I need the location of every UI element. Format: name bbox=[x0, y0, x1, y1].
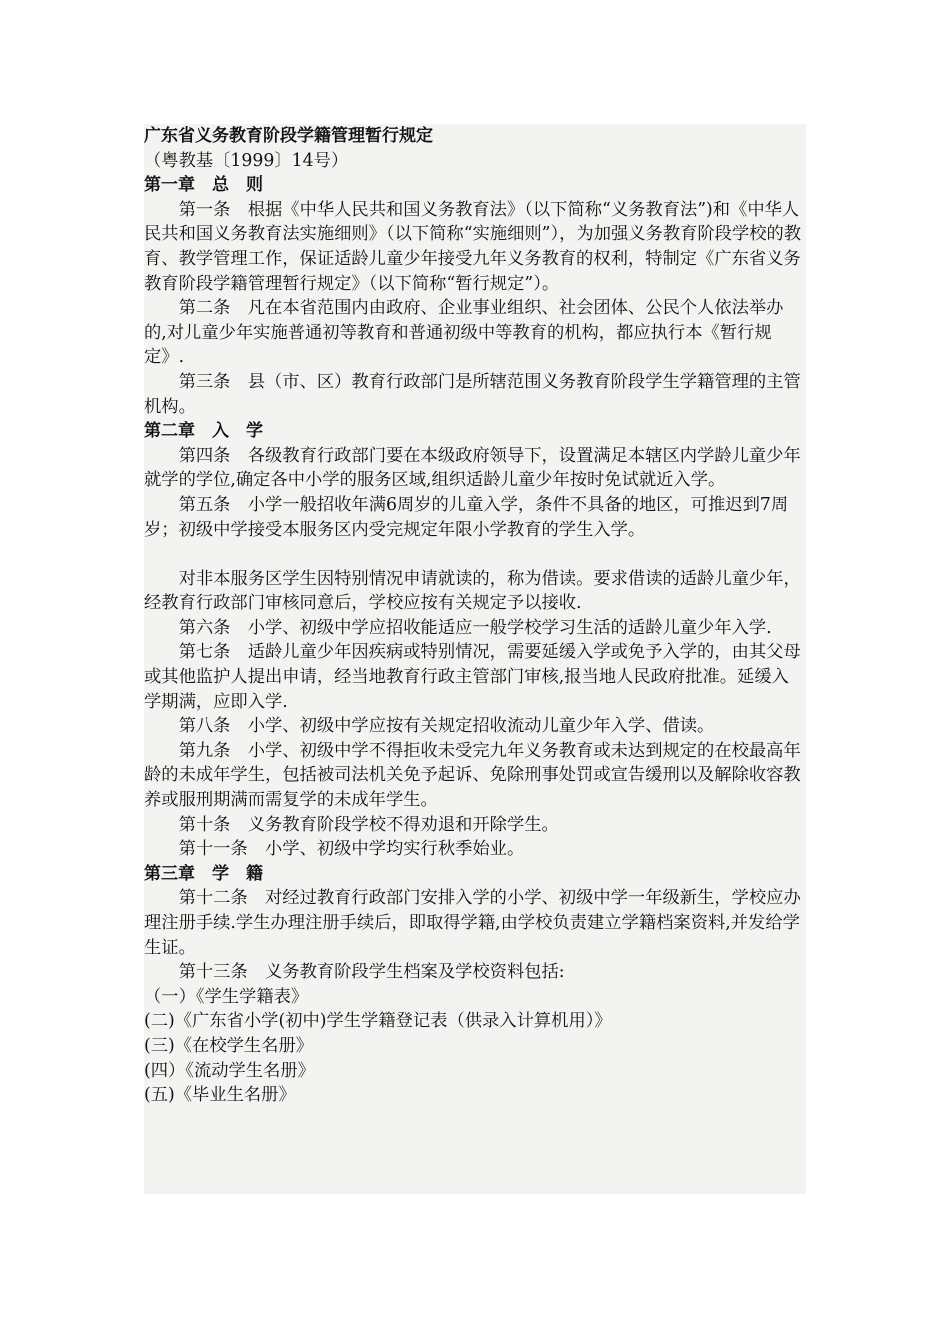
article-paragraph: 第六条 小学、初级中学应招收能适应一般学校学习生活的适龄儿童少年入学. bbox=[178, 617, 772, 638]
list-item: (二)《广东省小学(初中)学生学籍登记表（供录入计算机用）》 bbox=[144, 1011, 612, 1032]
article-paragraph: 第九条 小学、初级中学不得拒收未受完九年义务教育或未达到规定的在校最高年龄的未成年学生，包括被司法机关免予起诉、免除刑事处罚或宣告缓刑以及解除收容教养或服刑期满而需复学的未成年学生。 bbox=[144, 740, 801, 811]
article-paragraph: 第二条 凡在本省范围内由政府、企业事业组织、社会团体、公民个人依法举办的,对儿童少年实施普通初等教育和普通初级中等教育的机构，都应执行本《暂行规定》. bbox=[144, 298, 784, 368]
list-item: (四）《流动学生名册》 bbox=[144, 1060, 315, 1081]
article-paragraph: 第七条 适龄儿童少年因疾病或特别情况，需要延缓入学或免予入学的，由其父母或其他监护人提出申请，经当地教育行政主管部门审核,报当地人民政府批准。延缓入学期满，应即入学. bbox=[144, 642, 801, 712]
article-paragraph: 对非本服务区学生因特别情况申请就读的，称为借读。要求借读的适龄儿童少年，经教育行政部门审核同意后，学校应按有关规定予以接收. bbox=[144, 568, 801, 614]
article-paragraph: 第十三条 义务教育阶段学生档案及学校资料包括: bbox=[178, 962, 565, 983]
document-body bbox=[144, 124, 806, 1194]
article-paragraph: 第一条 根据《中华人民共和国义务教育法》（以下简称“义务教育法”)和《中华人民共和国义务教育法实施细则》（以下简称“实施细则”），为加强义务教育阶段学校的教育、教学管理工作，保证适龄儿童少年接受九年义务教育的权利，特制定《广东省义务教育阶段学籍管理暂行规定》（以下简称“暂行规定”）。 bbox=[144, 199, 802, 294]
article-paragraph: 第十条 义务教育阶段学校不得劝退和开除学生。 bbox=[178, 814, 559, 835]
list-item: (三)《在校学生名册》 bbox=[144, 1035, 314, 1056]
article-paragraph: 第十一条 小学、初级中学均实行秋季始业。 bbox=[178, 839, 525, 860]
article-paragraph: 第十二条 对经过教育行政部门安排入学的小学、初级中学一年级新生，学校应办理注册手续.学生办理注册手续后，即取得学籍,由学校负责建立学籍档案资料,并发给学生证。 bbox=[144, 888, 801, 958]
list-item: （一）《学生学籍表》 bbox=[144, 986, 309, 1007]
chapter-heading: 第二章 入 学 bbox=[144, 421, 263, 442]
issue-number: （粤教基〔1999〕14号） bbox=[144, 150, 349, 171]
article-paragraph: 第八条 小学、初级中学应按有关规定招收流动儿童少年入学、借读。 bbox=[178, 716, 715, 737]
article-paragraph: 第五条 小学一般招收年满6周岁的儿童入学，条件不具备的地区，可推迟到7周岁；初级中学接受本服务区内受完规定年限小学教育的学生入学。 bbox=[144, 494, 789, 540]
article-paragraph: 第四条 各级教育行政部门要在本级政府领导下，设置满足本辖区内学龄儿童少年就学的学位,确定各中小学的服务区域,组织适龄儿童少年按时免试就近入学。 bbox=[144, 445, 801, 491]
article-paragraph: 第三条 县（市、区）教育行政部门是所辖范围义务教育阶段学生学籍管理的主管机构。 bbox=[144, 371, 801, 417]
chapter-heading: 第一章 总 则 bbox=[144, 175, 263, 196]
document-title: 广东省义务教育阶段学籍管理暂行规定 bbox=[144, 126, 433, 146]
blank-line bbox=[144, 542, 806, 567]
list-item: (五)《毕业生名册》 bbox=[144, 1085, 296, 1106]
chapter-heading: 第三章 学 籍 bbox=[144, 863, 263, 884]
